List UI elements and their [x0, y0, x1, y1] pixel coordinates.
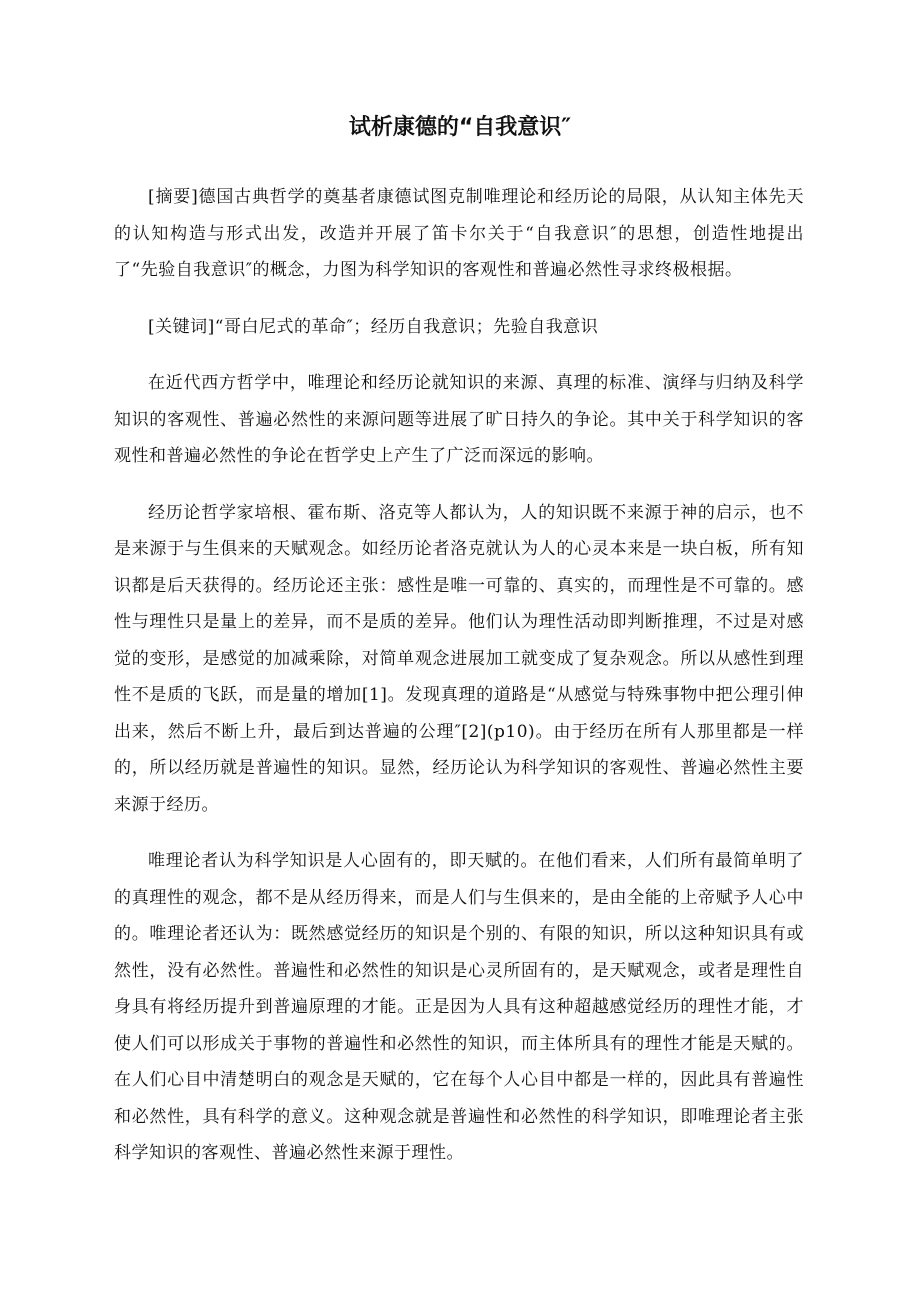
- keywords-paragraph: [关键词]“哥白尼式的革命″；经历自我意识；先验自我意识: [148, 316, 599, 337]
- body-paragraph: 在近代西方哲学中，唯理论和经历论就知识的来源、真理的标准、演绎与归纳及科学知识的客观性、普遍必然性的来源问题等进展了旷日持久的争论。其中关于科学知识的客观性和普遍必然性的争论在哲学史上产生了广泛而深远的影响。: [114, 373, 804, 466]
- article-body: [114, 179, 804, 1192]
- abstract-paragraph: [摘要]德国古典哲学的奠基者康德试图克制唯理论和经历论的局限，从认知主体先天的认知构造与形式出发，改造并开展了笛卡尔关于“自我意识″的思想，创造性地提出了“先验自我意识″的概念，力图为科学知识的客观性和普遍必然性寻求终极根据。: [114, 187, 804, 280]
- page-title: 试析康德的“自我意识″: [348, 115, 572, 140]
- body-paragraph: 经历论哲学家培根、霍布斯、洛克等人都认为，人的知识既不来源于神的启示，也不是来源于与生俱来的天赋观念。如经历论者洛克就认为人的心灵本来是一块白板，所有知识都是后天获得的。经历论还主张：感性是唯一可靠的、真实的，而理性是不可靠的。感性与理性只是量上的差异，而不是质的差异。他们认为理性活动即判断推理，不过是对感觉的变形，是感觉的加减乘除，对简单观念进展加工就变成了复杂观念。所以从感性到理性不是质的飞跃，而是量的增加[1]。发现真理的道路是“从感觉与特殊事物中把公理引伸出来，然后不断上升，最后到达普遍的公理″[2](p10)。由于经历在所有人那里都是一样的，所以经历就是普遍性的知识。显然，经历论认为科学知识的客观性、普遍必然性主要来源于经历。: [114, 502, 804, 815]
- body-paragraph: 唯理论者认为科学知识是人心固有的，即天赋的。在他们看来，人们所有最简单明了的真理性的观念，都不是从经历得来，而是人们与生俱来的，是由全能的上帝赋予人心中的。唯理论者还认为：既然感觉经历的知识是个别的、有限的知识，所以这种知识具有或然性，没有必然性。普遍性和必然性的知识是心灵所固有的，是天赋观念，或者是理性自身具有将经历提升到普遍原理的才能。正是因为人具有这种超越感觉经历的理性才能，才使人们可以形成关于事物的普遍性和必然性的知识，而主体所具有的理性才能是天赋的。在人们心目中清楚明白的观念是天赋的，它在每个人心目中都是一样的，因此具有普遍性和必然性，具有科学的意义。这种观念就是普遍性和必然性的科学知识，即唯理论者主张科学知识的客观性、普遍必然性来源于理性。: [114, 851, 804, 1163]
